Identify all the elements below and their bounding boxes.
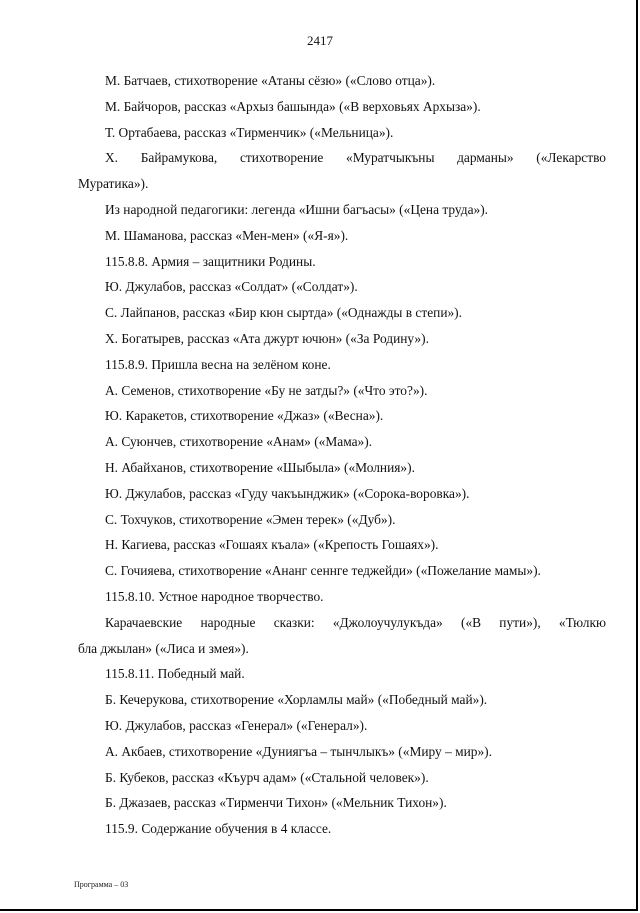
list-item-wrapped-cont: Муратика»). <box>78 176 149 192</box>
list-item: Н. Абайханов, стихотворение «Шыбыла» («Молния»). <box>105 459 415 475</box>
list-item: Б. Кубеков, рассказ «Къурч адам» («Стальной человек»). <box>105 769 429 785</box>
list-item: А. Акбаев, стихотворение «Дуниягъа – тынчлыкъ» («Миру – мир»). <box>105 743 492 759</box>
list-item: С. Тохчуков, стихотворение «Эмен терек» («Дуб»). <box>105 511 396 527</box>
section-heading: 115.8.9. Пришла весна на зелёном коне. <box>105 356 331 372</box>
section-heading: 115.8.11. Победный май. <box>105 666 245 682</box>
document-body <box>78 68 606 842</box>
list-item-wrapped-cont: бла джылан» («Лиса и змея»). <box>78 640 249 656</box>
list-item: М. Шаманова, рассказ «Мен-мен» («Я-я»). <box>105 227 349 243</box>
list-item: А. Суюнчев, стихотворение «Анам» («Мама»). <box>105 434 373 450</box>
section-heading: 115.9. Содержание обучения в 4 классе. <box>105 821 332 837</box>
list-item: Н. Кагиева, рассказ «Гошаях къала» («Крепость Гошаях»). <box>105 537 439 553</box>
footer-note: Программа – 03 <box>74 880 129 889</box>
list-item: Ю. Джулабов, рассказ «Гуду чакъынджик» («Сорока-воровка»). <box>105 485 470 501</box>
list-item: Т. Ортабаева, рассказ «Тирменчик» («Мельница»). <box>105 124 394 140</box>
list-item-wrapped-first: Карачаевские народные сказки: «Джолоучулукъда» («В пути»), «Тюлкю <box>105 614 606 630</box>
list-item: Ю. Джулабов, рассказ «Генерал» («Генерал»). <box>105 717 368 733</box>
list-item: С. Лайпанов, рассказ «Бир кюн сыртда» («Однажды в степи»). <box>105 305 462 321</box>
list-item: Х. Богатырев, рассказ «Ата джурт ючюн» («За Родину»). <box>105 330 429 346</box>
list-item: А. Семенов, стихотворение «Бу не затды?» («Что это?»). <box>105 382 428 398</box>
list-item: Ю. Каракетов, стихотворение «Джаз» («Весна»). <box>105 408 384 424</box>
list-item: Ю. Джулабов, рассказ «Солдат» («Солдат»). <box>105 279 358 295</box>
list-item: М. Байчоров, рассказ «Архыз башында» («В верховьях Архыза»). <box>105 98 481 114</box>
list-item: Б. Кечерукова, стихотворение «Хорламлы май» («Победный май»). <box>105 692 488 708</box>
list-item: С. Гочияева, стихотворение «Ананг сеннге теджейди» («Пожелание мамы»). <box>105 563 541 579</box>
list-item: М. Батчаев, стихотворение «Атаны сёзю» («Слово отца»). <box>105 73 436 88</box>
list-item: Б. Джазаев, рассказ «Тирменчи Тихон» («Мельник Тихон»). <box>105 795 447 811</box>
list-item-wrapped-first: Х. Байрамукова, стихотворение «Муратчыкъны дарманы» («Лекарство <box>105 150 606 166</box>
list-item: Из народной педагогики: легенда «Ишни багъасы» («Цена труда»). <box>105 201 489 217</box>
section-heading: 115.8.10. Устное народное творчество. <box>105 588 324 604</box>
section-heading: 115.8.8. Армия – защитники Родины. <box>105 253 316 269</box>
page-number: 2417 <box>307 33 333 48</box>
